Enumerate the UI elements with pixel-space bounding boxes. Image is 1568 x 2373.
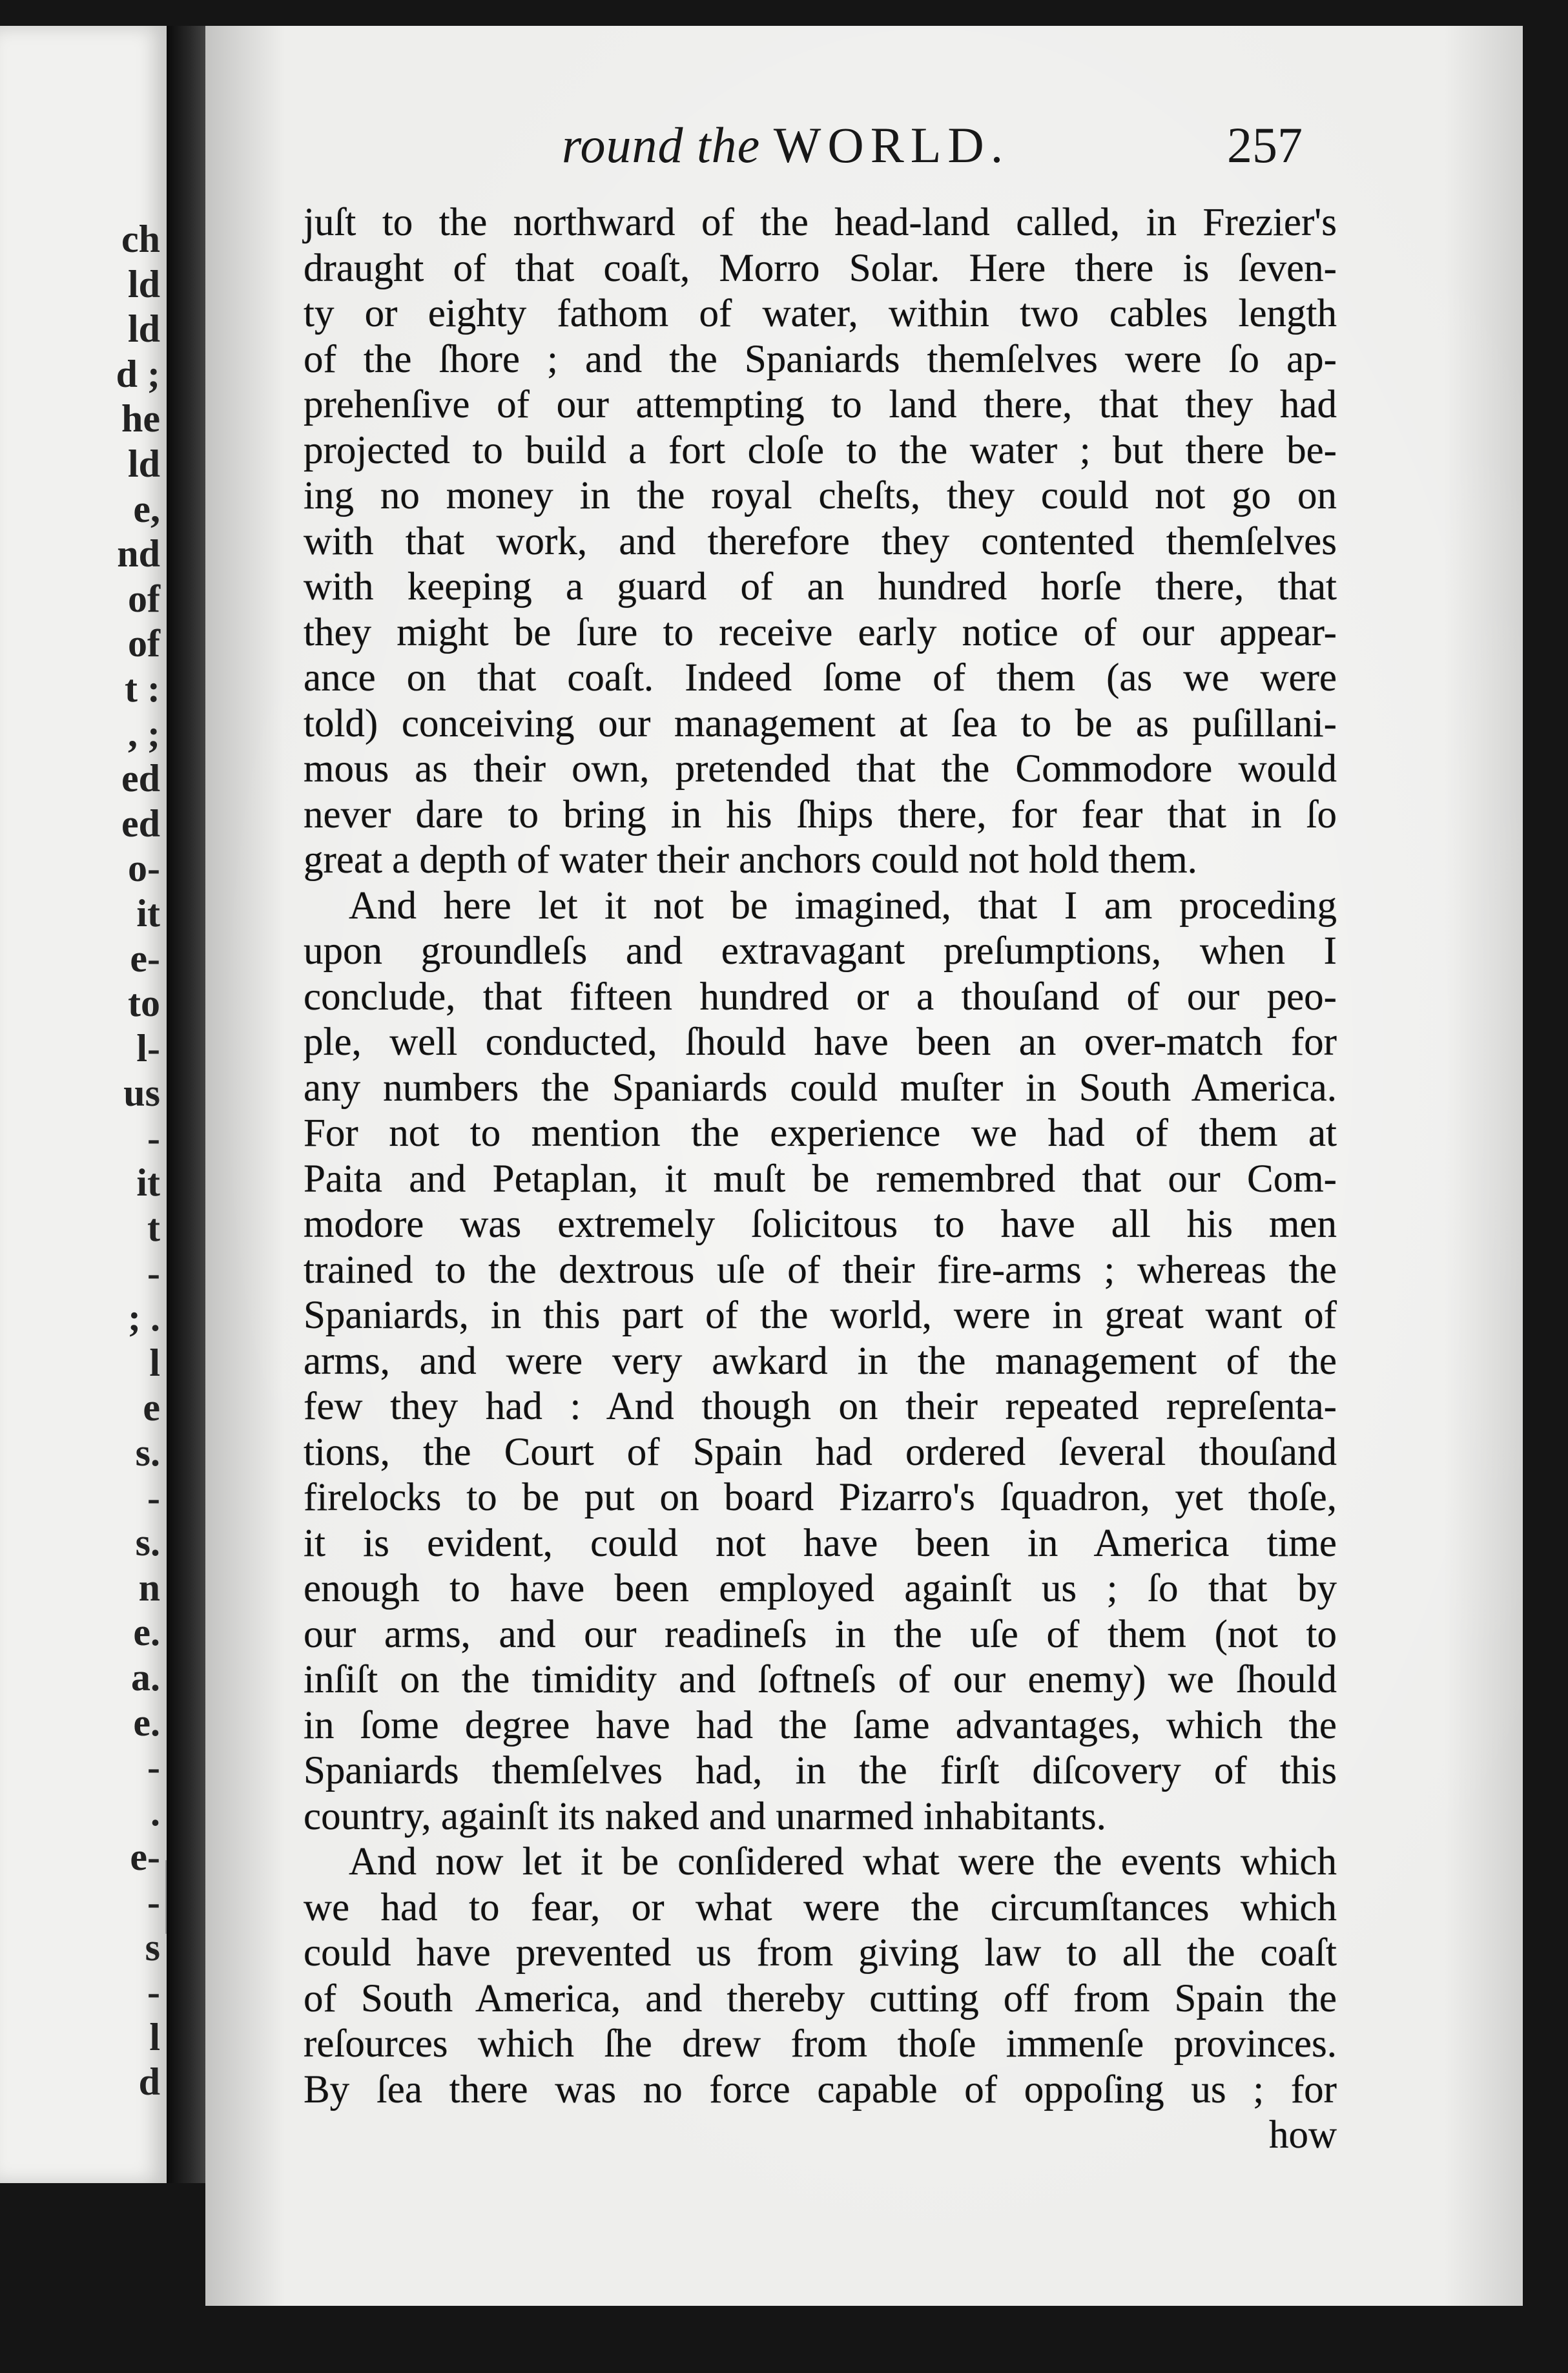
text-line: projected to build a fort cloſe to the water ; but there be- — [304, 428, 1337, 472]
previous-page-fragment: us — [123, 1072, 160, 1115]
text-line: we had to fear, or what were the circumſtances which — [304, 1885, 1337, 1929]
text-line: never dare to bring in his ſhips there, for fear that in ſo — [304, 793, 1337, 836]
previous-page-fragment: . — [150, 1790, 160, 1834]
previous-page-fragment: a. — [131, 1656, 160, 1699]
previous-page-fragment: e. — [133, 1701, 160, 1744]
previous-page-fragment: ; . — [128, 1296, 160, 1340]
previous-page-fragment: - — [147, 1476, 160, 1519]
previous-page-fragment: n — [138, 1566, 160, 1609]
text-line: few they had : And though on their repeated repreſenta- — [304, 1385, 1337, 1428]
previous-page-fragment: - — [147, 1971, 160, 2014]
text-line: conclude, that fifteen hundred or a thouſand of our peo- — [304, 975, 1337, 1019]
previous-page-fragment: it — [136, 891, 160, 935]
previous-page-fragment: t : — [125, 667, 160, 710]
previous-page-fragment: e- — [130, 1836, 160, 1879]
previous-page-fragment: e, — [133, 487, 160, 530]
text-line: with keeping a guard of an hundred horſe there, that — [304, 565, 1337, 608]
previous-page-fragment: nd — [117, 532, 160, 575]
text-line: juſt to the northward of the head-land called, in Frezier's — [304, 201, 1337, 244]
text-line: Paita and Petaplan, it muſt be remembred that our Com- — [304, 1157, 1337, 1201]
text-line: For not to mention the experience we had of them at — [304, 1112, 1337, 1155]
text-line: ple, well conducted, ſhould have been an over-match for — [304, 1021, 1337, 1064]
previous-page-fragment: ld — [127, 262, 160, 306]
text-line: enough to have been employed againſt us ; ſo that by — [304, 1567, 1337, 1610]
previous-page-fragment: - — [147, 1880, 160, 1923]
text-line: it is evident, could not have been in America time — [304, 1521, 1337, 1565]
previous-page-fragment: s. — [135, 1431, 160, 1475]
text-line: told) conceiving our management at ſea to be as puſillani- — [304, 701, 1337, 745]
text-line: By ſea there was no force capable of oppoſing us ; for — [304, 2067, 1337, 2111]
text-line: modore was extremely ſolicitous to have all his men — [304, 1203, 1337, 1246]
previous-page-text-fragments — [0, 217, 167, 2105]
previous-page-fragment: ch — [121, 218, 160, 260]
text-line: tions, the Court of Spain had ordered ſeveral thouſand — [304, 1430, 1337, 1474]
previous-page-fragment: ed — [121, 757, 160, 800]
text-line: mous as their own, pretended that the Commodore would — [304, 747, 1337, 791]
previous-page-fragment: l — [149, 2015, 160, 2058]
previous-page-fragment: - — [147, 1746, 160, 1789]
previous-page-fragment: e- — [130, 937, 160, 980]
previous-page-fragment: , ; — [128, 712, 160, 755]
text-line: they might be ſure to receive early notice of our appear- — [304, 610, 1337, 654]
previous-page-fragment: e. — [133, 1611, 160, 1654]
text-line: in ſome degree have had the ſame advantages, which the — [304, 1703, 1337, 1747]
previous-page-fragment: he — [121, 397, 160, 440]
text-line: And now let it be conſidered what were the events which — [349, 1840, 1337, 1883]
catchword: how — [1268, 2113, 1337, 2157]
previous-page-fragment: s — [145, 1925, 160, 1969]
text-line: ance on that coaſt. Indeed ſome of them (as we were — [304, 656, 1337, 699]
text-line: Spaniards, in this part of the world, were in great want of — [304, 1294, 1337, 1337]
text-line: Spaniards themſelves had, in the firſt diſcovery of this — [304, 1749, 1337, 1792]
previous-page-fragment: s. — [135, 1521, 160, 1564]
text-line: And here let it not be imagined, that I am proceding — [349, 884, 1337, 927]
page-number: 257 — [1227, 117, 1303, 173]
previous-page-fragment: - — [147, 1251, 160, 1294]
previous-page-fragment: ed — [121, 802, 160, 845]
previous-page-fragment: o- — [128, 847, 160, 890]
previous-page-fragment: e — [143, 1386, 160, 1429]
text-line: our arms, and our readineſs in the uſe of them (not to — [304, 1612, 1337, 1656]
previous-page-fragment: it — [136, 1161, 160, 1205]
text-line: prehenſive of our attempting to land there, that they had — [304, 383, 1337, 426]
body-text — [304, 200, 1337, 2159]
text-line: inſiſt on the timidity and ſoftneſs of our enemy) we ſhould — [304, 1658, 1337, 1701]
previous-page-fragment: l- — [136, 1026, 160, 1070]
text-line: ty or eighty fathom of water, within two cables length — [304, 292, 1337, 335]
previous-page-fragment: ld — [127, 307, 160, 351]
text-line: arms, and were very awkard in the management of the — [304, 1339, 1337, 1383]
previous-page-fragment: - — [147, 1116, 160, 1159]
text-line: great a depth of water their anchors could not hold them. — [304, 838, 1197, 882]
previous-page-fragment: t — [147, 1207, 160, 1250]
text-line: draught of that coaſt, Morro Solar. Here there is ſeven- — [304, 246, 1337, 290]
previous-page-fragment: ld — [127, 442, 160, 485]
text-line: trained to the dextrous uſe of their fire-arms ; whereas the — [304, 1248, 1337, 1292]
running-title-caps: WORLD. — [773, 117, 1010, 173]
text-line: reſources which ſhe drew from thoſe immenſe provinces. — [304, 2022, 1337, 2066]
text-line: of the ſhore ; and the Spaniards themſelves were ſo ap- — [304, 337, 1337, 381]
previous-page-fragment: to — [128, 982, 160, 1025]
previous-page-fragment: l — [149, 1341, 160, 1384]
previous-page-fragment: of — [128, 622, 160, 665]
text-line: firelocks to be put on board Pizarro's ſquadron, yet thoſe, — [304, 1476, 1337, 1519]
text-line: could have prevented us from giving law to all the coaſt — [304, 1931, 1337, 1974]
text-line: any numbers the Spaniards could muſter in South America. — [304, 1066, 1337, 1110]
text-line: country, againſt its naked and unarmed inhabitants. — [304, 1794, 1106, 1838]
text-line: of South America, and thereby cutting off from Spain the — [304, 1976, 1337, 2020]
previous-page-fragment: d — [138, 2060, 160, 2104]
text-line: upon groundleſs and extravagant preſumptions, when I — [304, 929, 1337, 973]
running-head — [362, 116, 1369, 187]
text-line: with that work, and therefore they contented themſelves — [304, 519, 1337, 563]
previous-page-fragment: of — [128, 577, 160, 620]
running-title — [562, 116, 1009, 174]
text-line: ing no money in the royal cheſts, they could not go on — [304, 474, 1337, 517]
previous-page-fragment: d ; — [116, 352, 160, 395]
book-gutter — [167, 26, 207, 2183]
previous-page-edge — [0, 26, 167, 2183]
running-title-italic: round the — [562, 117, 774, 173]
